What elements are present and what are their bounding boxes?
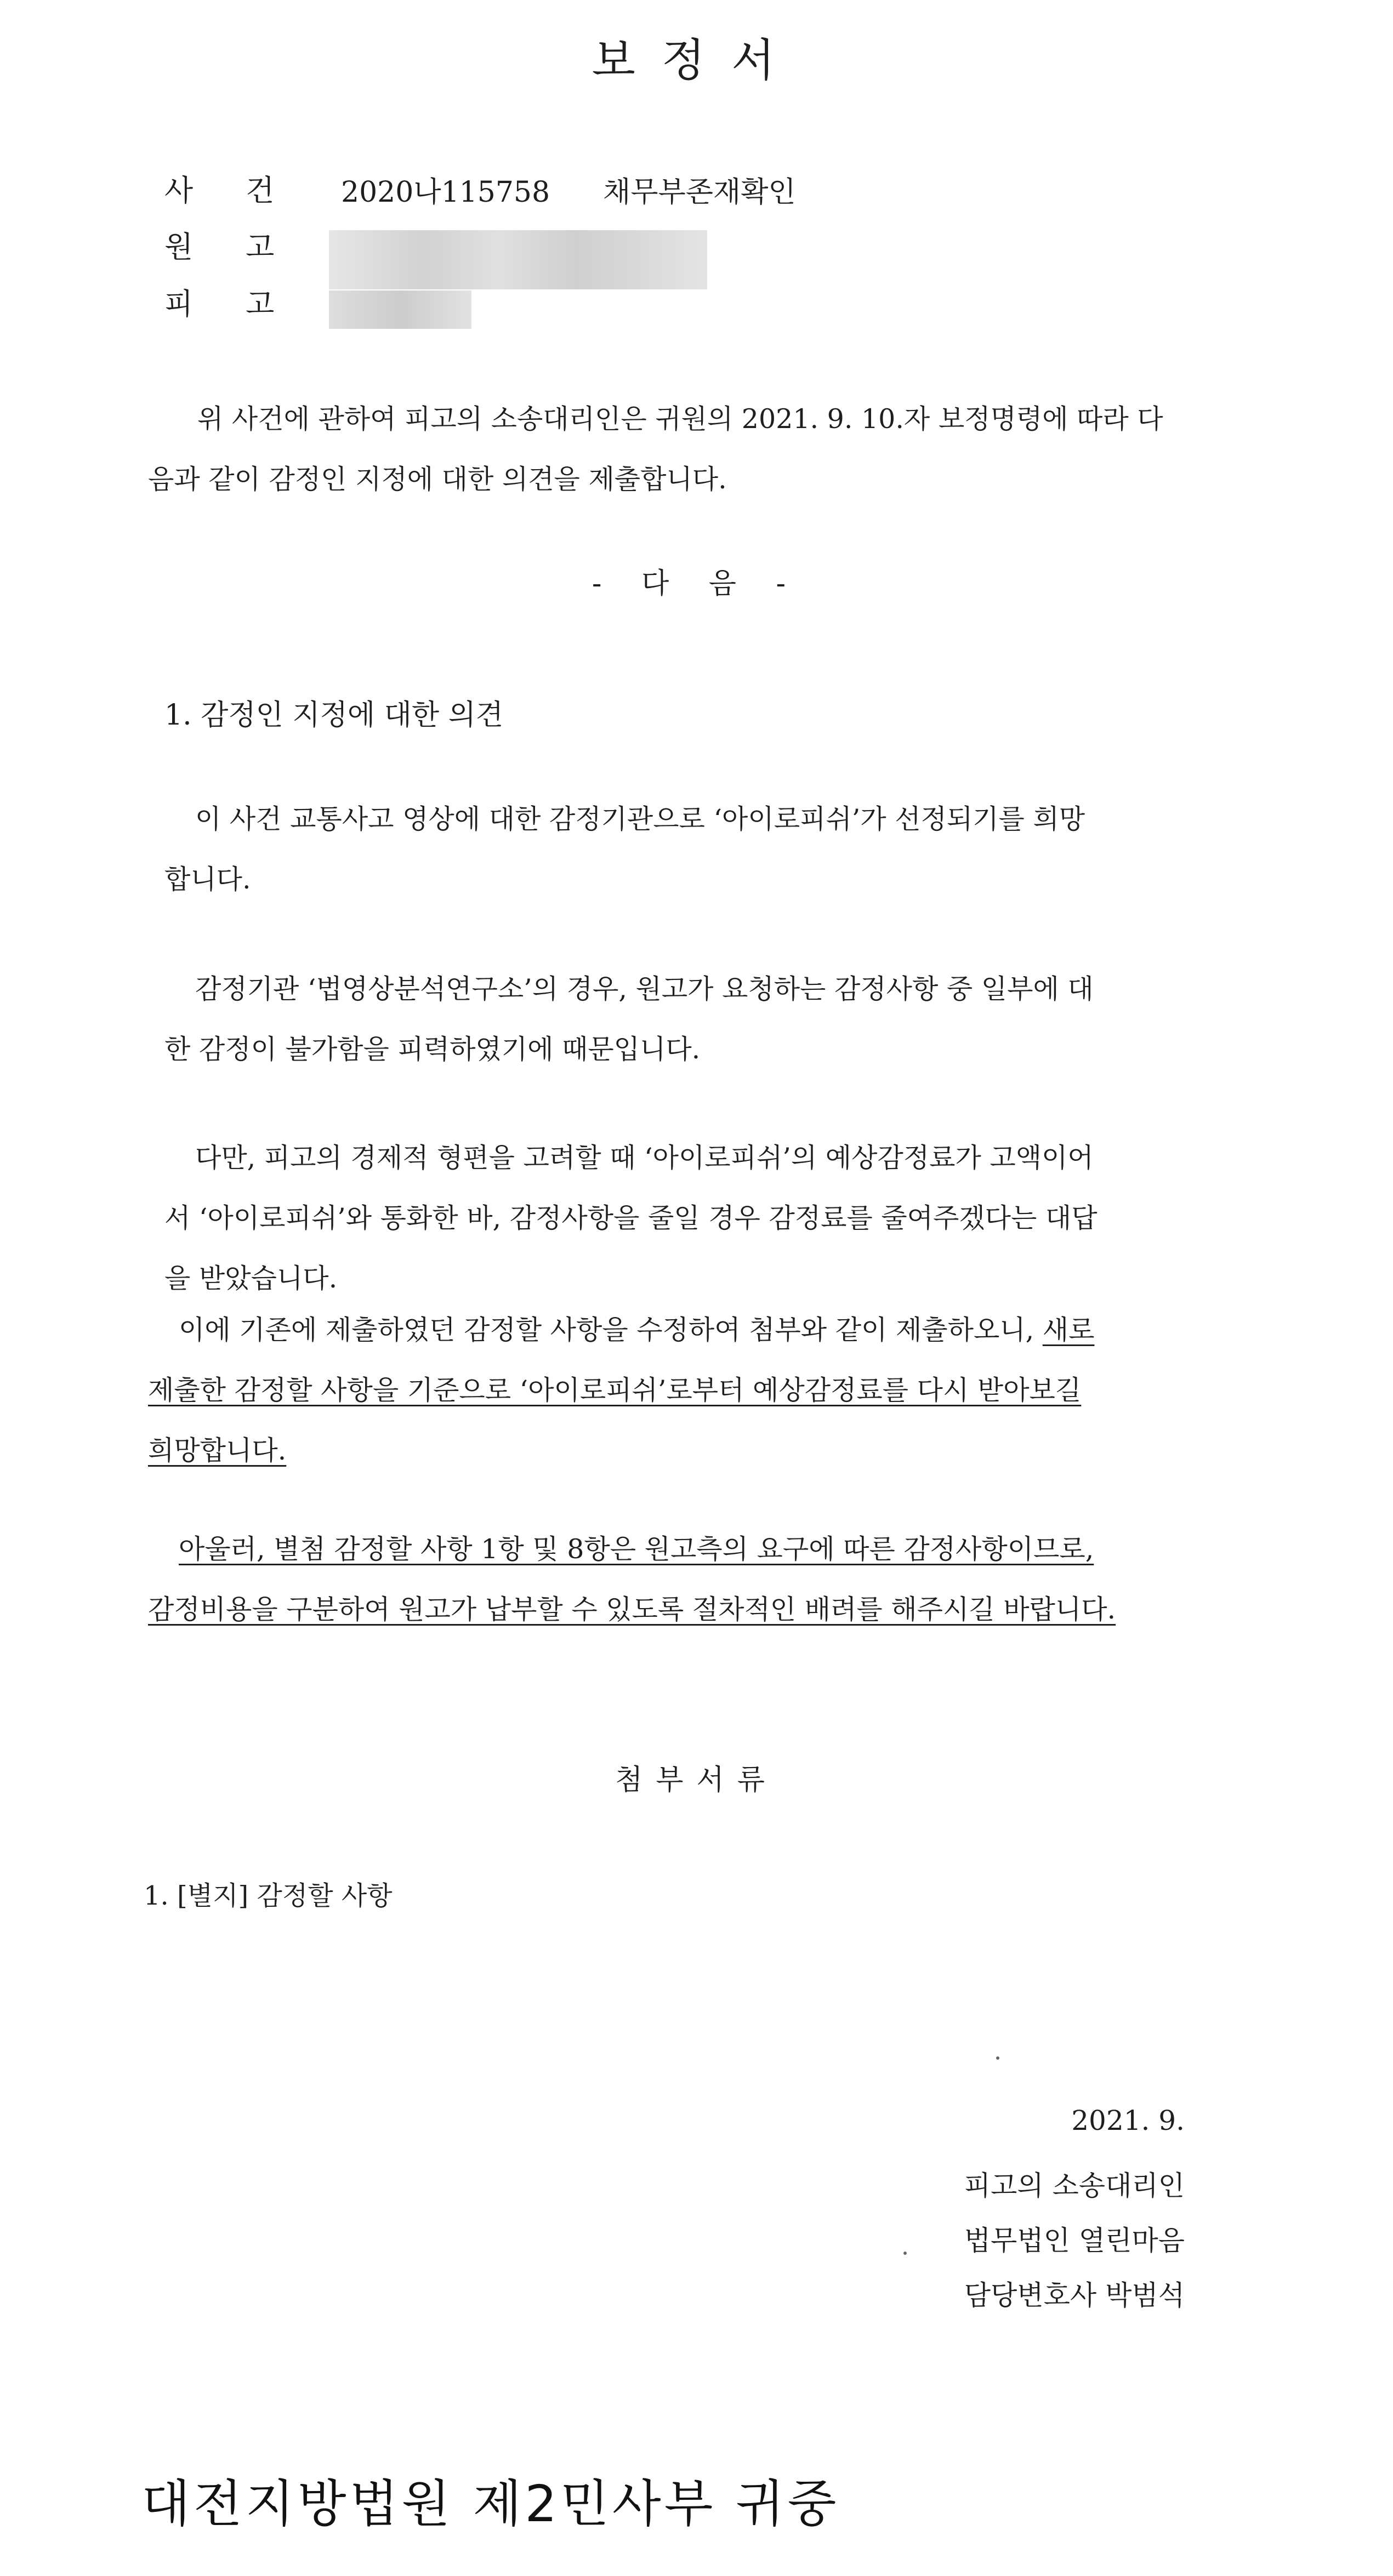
paragraph-3-line-2: 서 ‘아이로피쉬’와 통화한 바, 감정사항을 줄일 경우 감정료를 줄여주겠다는 대답 — [164, 1202, 1098, 1234]
paragraph-2-line-2: 한 감정이 불가함을 피력하였기에 때문입니다. — [164, 1034, 701, 1065]
paragraph-2-line-1: 감정기관 ‘법영상분석연구소’의 경우, 원고가 요청하는 감정사항 중 일부에 대 — [195, 973, 1094, 1005]
paragraph-4-line-1 — [148, 1300, 1217, 1360]
paragraph-1-line-1: 이 사건 교통사고 영상에 대한 감정기관으로 ‘아이로피쉬’가 선정되기를 희망 — [195, 803, 1085, 835]
paragraph-5-line-2: 감정비용을 구분하여 원고가 납부할 수 있도록 절차적인 배려를 해주시길 바랍니다. — [148, 1594, 1116, 1625]
plaintiff-label: 원고 — [164, 230, 327, 264]
signature-line-2: 법무법인 열린마음 — [964, 2225, 1185, 2256]
paragraph-3-line-3: 을 받았습니다. — [164, 1263, 338, 1294]
paragraph-4 — [148, 1300, 1217, 1481]
intro-paragraph — [148, 389, 1217, 510]
defendant-name-redacted — [329, 290, 471, 329]
paragraph-4-line-1-underlined: 새로 — [1042, 1314, 1095, 1346]
paragraph-4-line-2: 제출한 감정할 사항을 기준으로 ‘아이로피쉬’로부터 예상감정료를 다시 받아보길 — [148, 1375, 1082, 1406]
plaintiff-name-redacted — [329, 230, 707, 289]
section1-heading: 1. 감정인 지정에 대한 의견 — [164, 699, 504, 732]
signature-line-3: 담당변호사 박범석 — [964, 2279, 1185, 2311]
scan-speck — [903, 2252, 907, 2255]
paragraph-4-line-3: 희망합니다. — [148, 1435, 287, 1466]
document-date: 2021. 9. — [1071, 2105, 1185, 2136]
attachment-item: 1. [별지] 감정할 사항 — [144, 1880, 393, 1911]
intro-line-2: 음과 같이 감정인 지정에 대한 의견을 제출합니다. — [148, 464, 727, 495]
attachments-heading: 첨부서류 — [615, 1764, 778, 1797]
paragraph-3-line-1: 다만, 피고의 경제적 형편을 고려할 때 ‘아이로피쉬’의 예상감정료가 고액이어 — [195, 1142, 1094, 1173]
paragraph-2 — [164, 959, 1233, 1080]
document-title: 보정서 — [592, 35, 801, 87]
signature-line-1: 피고의 소송대리인 — [964, 2170, 1185, 2202]
scan-speck — [996, 2056, 999, 2060]
court-addressee: 대전지방법원 제2민사부 귀중 — [141, 2475, 840, 2533]
case-name: 채무부존재확인 — [603, 176, 796, 209]
paragraph-4-line-1-plain: 이에 기존에 제출하였던 감정할 사항을 수정하여 첨부와 같이 제출하오니, — [179, 1314, 1034, 1346]
defendant-label: 피고 — [164, 287, 327, 321]
paragraph-3 — [164, 1128, 1233, 1309]
paragraph-5 — [148, 1519, 1244, 1640]
case-number: 2020나115758 — [341, 176, 550, 209]
case-label: 사건 — [164, 173, 327, 208]
paragraph-1-line-2: 합니다. — [164, 864, 251, 895]
paragraph-1 — [164, 789, 1233, 910]
intro-line-1: 위 사건에 관하여 피고의 소송대리인은 귀원의 2021. 9. 10.자 보정명령에 따라 다 — [197, 403, 1163, 435]
section-divider: - 다 음 - — [592, 567, 801, 600]
paragraph-5-line-1: 아울러, 별첨 감정할 사항 1항 및 8항은 원고측의 요구에 따른 감정사항이므로, — [179, 1534, 1094, 1565]
